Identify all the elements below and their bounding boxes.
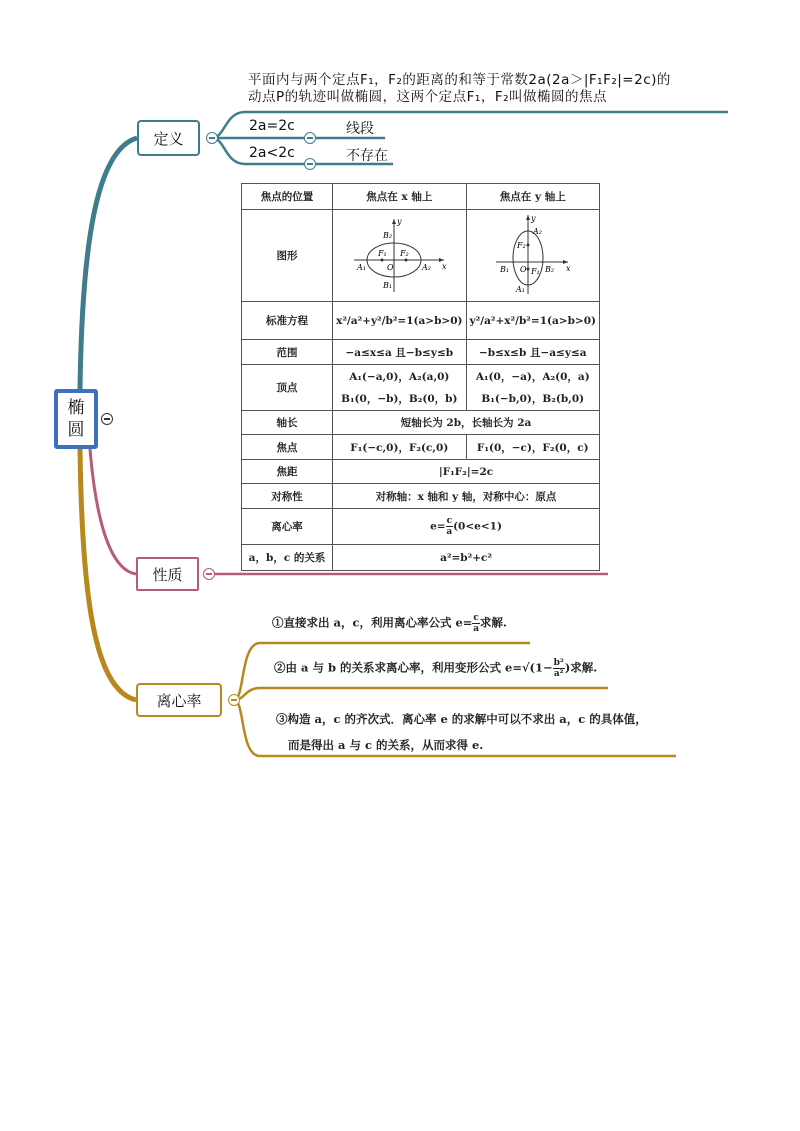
row-label: 图形 bbox=[242, 210, 333, 302]
ellipse-horizontal-figure bbox=[333, 210, 466, 302]
ellipse-properties-table bbox=[241, 183, 600, 571]
branch-properties-node[interactable] bbox=[136, 557, 199, 591]
root-label-line1: 椭 bbox=[67, 398, 85, 418]
branch-definition-label: 定义 bbox=[153, 129, 184, 148]
fraction: $\frac{c}{a}$ bbox=[446, 516, 453, 537]
cell-merged: |F₁F₂|=2c bbox=[333, 460, 600, 484]
table-header-row bbox=[242, 184, 600, 210]
cell-merged: 短轴长为 2b，长轴长为 2a bbox=[333, 411, 600, 435]
formula-suffix: (0<e<1) bbox=[453, 520, 502, 533]
svg-text:B₂: B₂ bbox=[383, 231, 393, 240]
table-row bbox=[242, 210, 600, 302]
svg-text:A₁: A₁ bbox=[357, 263, 367, 272]
svg-text:A₁: A₁ bbox=[515, 285, 525, 294]
definition-text-line2: 动点P的轨迹叫做椭圆，这两个定点F₁，F₂叫做椭圆的焦点 bbox=[248, 89, 607, 105]
table-header: 焦点在 x 轴上 bbox=[333, 184, 466, 210]
table-row bbox=[242, 484, 600, 509]
svg-text:B₂: B₂ bbox=[544, 265, 554, 274]
branch-eccentricity-node[interactable] bbox=[136, 683, 222, 717]
cell-merged bbox=[333, 509, 600, 545]
svg-text:B₁: B₁ bbox=[499, 265, 509, 274]
branch-eccentricity-label: 离心率 bbox=[156, 691, 202, 710]
cell-x-axis: −a≤x≤a 且−b≤y≤b bbox=[333, 340, 466, 365]
definition-collapse-icon[interactable] bbox=[206, 132, 218, 144]
ellipse-vertical-figure bbox=[466, 210, 599, 302]
cell-x-axis bbox=[333, 365, 466, 411]
svg-text:y: y bbox=[530, 214, 536, 223]
cell-y-axis: F₁(0，−c)，F₂(0，c) bbox=[466, 435, 599, 460]
vertex-line: A₁(−a,0)，A₂(a,0) bbox=[349, 370, 450, 383]
eccentricity-collapse-icon[interactable] bbox=[228, 694, 240, 706]
case-result-segment: 线段 bbox=[346, 121, 374, 137]
table-row bbox=[242, 411, 600, 435]
row-label: 对称性 bbox=[242, 484, 333, 509]
branch-definition-node[interactable] bbox=[137, 120, 200, 156]
svg-text:O: O bbox=[387, 263, 394, 272]
method-3-line1: ③构造 a，c 的齐次式．离心率 e 的求解中可以不求出 a，c 的具体值， bbox=[276, 712, 647, 726]
svg-text:A₂: A₂ bbox=[532, 227, 542, 236]
eccentricity-method-2: ②由 a 与 b 的关系求离心率，利用变形公式 e=√(1− $\frac{\text{b²}}{\text{a²}}$ )求解. bbox=[274, 658, 598, 679]
cell-y-axis: −b≤x≤b 且−a≤y≤a bbox=[466, 340, 599, 365]
svg-text:A₂: A₂ bbox=[422, 263, 432, 272]
method-3-line2: 而是得出 a 与 c 的关系，从而求得 e. bbox=[288, 738, 484, 752]
root-node-ellipse[interactable] bbox=[54, 389, 98, 449]
row-label: 轴长 bbox=[242, 411, 333, 435]
row-label: 离心率 bbox=[242, 509, 333, 545]
table-header: 焦点在 y 轴上 bbox=[466, 184, 599, 210]
case-less-collapse-icon[interactable] bbox=[304, 158, 316, 170]
table-row bbox=[242, 509, 600, 545]
svg-text:x: x bbox=[442, 262, 447, 271]
vertex-line: A₁(0，−a)，A₂(0，a) bbox=[475, 370, 590, 383]
row-label: 范围 bbox=[242, 340, 333, 365]
root-label-line2: 圆 bbox=[67, 420, 85, 440]
case-result-none: 不存在 bbox=[346, 148, 388, 164]
definition-text-line1: 平面内与两个定点F₁，F₂的距离的和等于常数2a(2a＞|F₁F₂|=2c)的 bbox=[248, 72, 671, 88]
svg-text:y: y bbox=[397, 217, 402, 226]
definition-text bbox=[248, 72, 728, 106]
vertex-line: B₁(−b,0)，B₂(b,0) bbox=[481, 392, 585, 405]
case-equal-collapse-icon[interactable] bbox=[304, 132, 316, 144]
svg-text:B₁: B₁ bbox=[383, 281, 393, 290]
table-row bbox=[242, 460, 600, 484]
cell-merged: a²=b²+c² bbox=[333, 545, 600, 571]
case-condition-less: 2a<2c bbox=[249, 145, 295, 161]
cell-merged: 对称轴：x 轴和 y 轴，对称中心：原点 bbox=[333, 484, 600, 509]
svg-text:O: O bbox=[519, 265, 527, 274]
table-row bbox=[242, 365, 600, 411]
table-row bbox=[242, 302, 600, 340]
formula-prefix: e= bbox=[430, 520, 446, 533]
table-row bbox=[242, 435, 600, 460]
table-header: 焦点的位置 bbox=[242, 184, 333, 210]
cell-y-axis: y²/a²+x²/b²=1(a>b>0) bbox=[466, 302, 599, 340]
root-collapse-icon[interactable] bbox=[101, 413, 113, 425]
properties-collapse-icon[interactable] bbox=[203, 568, 215, 580]
vertex-line: B₁(0，−b)，B₂(0，b) bbox=[341, 392, 458, 405]
svg-text:F₂: F₂ bbox=[400, 249, 410, 258]
svg-text:F₂: F₂ bbox=[516, 241, 526, 250]
row-label: 顶点 bbox=[242, 365, 333, 411]
cell-y-axis bbox=[466, 365, 599, 411]
case-condition-equal: 2a=2c bbox=[249, 118, 295, 134]
row-label: 焦点 bbox=[242, 435, 333, 460]
eccentricity-method-3 bbox=[276, 706, 647, 758]
svg-text:F₁: F₁ bbox=[378, 249, 388, 258]
row-label: a，b，c 的关系 bbox=[242, 545, 333, 571]
eccentricity-method-1: ①直接求出 a，c，利用离心率公式 e= $\frac{c}{a}$ 求解. bbox=[272, 613, 507, 634]
table-row bbox=[242, 340, 600, 365]
table-row bbox=[242, 545, 600, 571]
row-label: 标准方程 bbox=[242, 302, 333, 340]
cell-x-axis: x²/a²+y²/b²=1(a>b>0) bbox=[333, 302, 466, 340]
svg-text:x: x bbox=[565, 264, 571, 273]
row-label: 焦距 bbox=[242, 460, 333, 484]
svg-text:F₁: F₁ bbox=[530, 267, 540, 276]
cell-x-axis: F₁(−c,0)，F₂(c,0) bbox=[333, 435, 466, 460]
branch-properties-label: 性质 bbox=[152, 565, 183, 584]
